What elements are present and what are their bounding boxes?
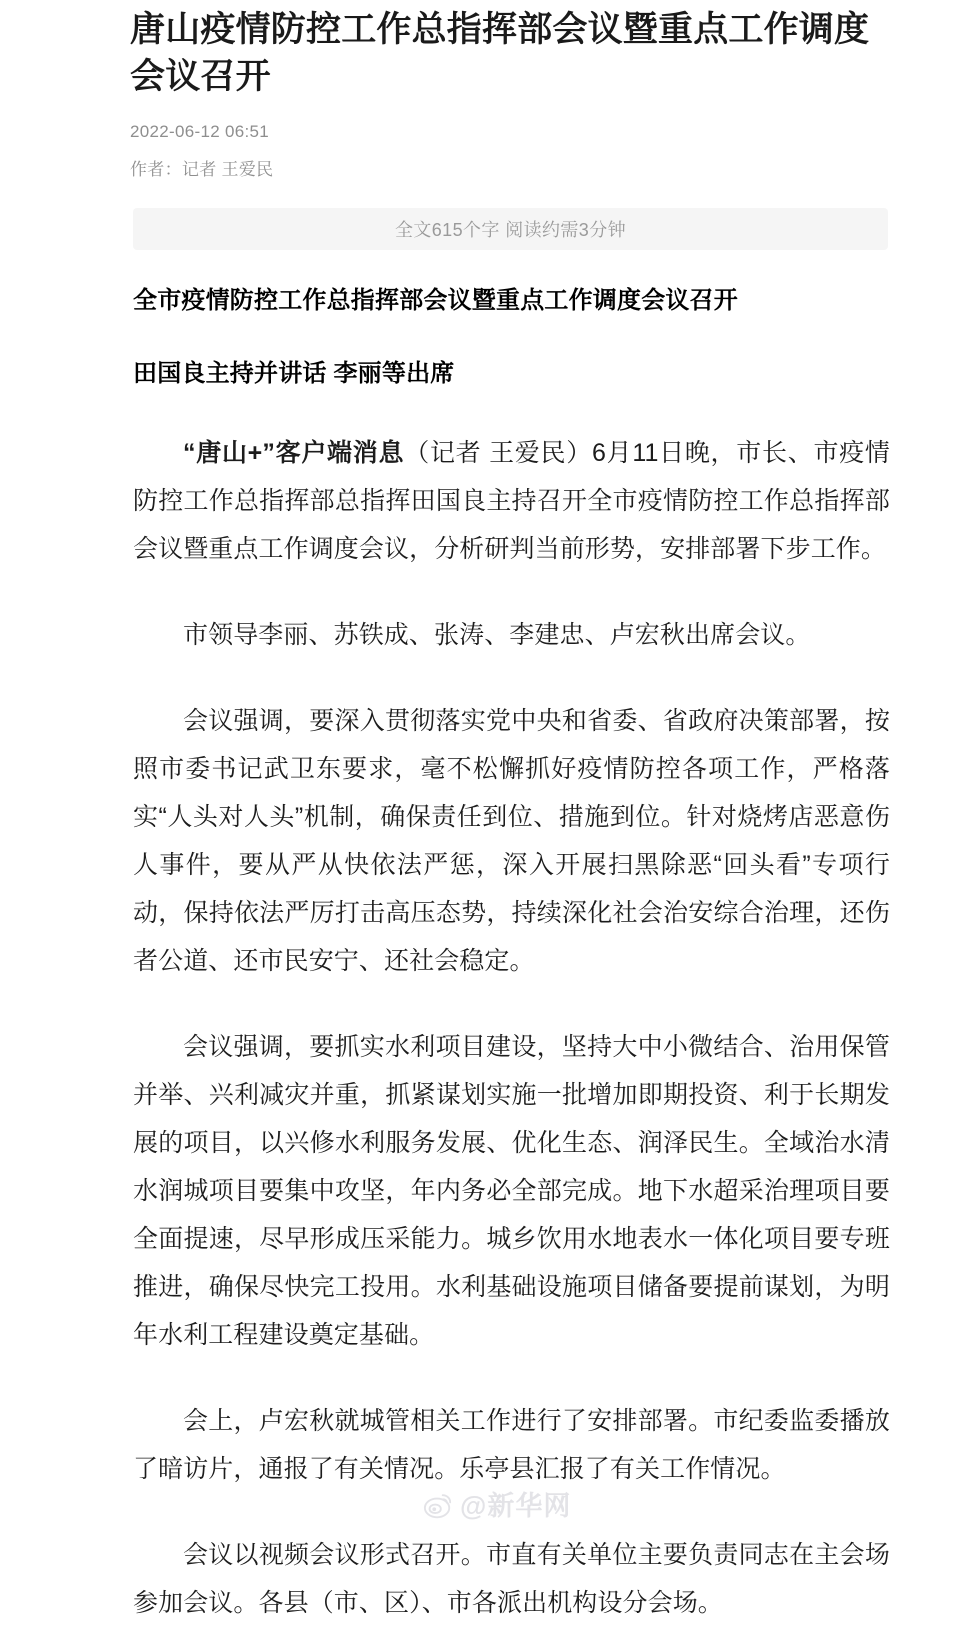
paragraph-text: 会议以视频会议形式召开。市直有关单位主要负责同志在主会场参加会议。各县（市、区）、市各派出机构设分会场。: [133, 1541, 890, 1617]
article-paragraph: [133, 1493, 890, 1627]
page-title: 唐山疫情防控工作总指挥部会议暨重点工作调度会议召开: [130, 10, 870, 96]
article-paragraph: [133, 985, 890, 1359]
paragraph-text: 会上，卢宏秋就城管相关工作进行了安排部署。市纪委监委播放了暗访片，通报了有关情况。乐亭县汇报了有关工作情况。: [133, 1407, 890, 1483]
article-body: [133, 250, 890, 1627]
article-paragraph: [133, 1359, 890, 1493]
publish-timestamp: 2022-06-12 06:51: [130, 122, 270, 141]
article-header: [0, 0, 977, 182]
reading-info-bar: [133, 208, 888, 250]
paragraph-lead: “唐山+”客户端消息: [183, 439, 405, 467]
paragraph-text: （记者 王爱民）6月11日晚，市长、市疫情防控工作总指挥部总指挥田国良主持召开全市疫情防控工作总指挥部会议暨重点工作调度会议，分析研判当前形势，安排部署下步工作。: [133, 439, 891, 563]
paragraph-text: 会议强调，要抓实水利项目建设，坚持大中小微结合、治用保管并举、兴利减灾并重，抓紧谋划实施一批增加即期投资、利于长期发展的项目，以兴修水利服务发展、优化生态、润泽民生。全域治水清水润城项目要集中攻坚，年内务必全部完成。地下水超采治理项目要全面提速，尽早形成压采能力。城乡饮用水地表水一体化项目要专班推进，确保尽快完工投用。水利基础设施项目储备要提前谋划，为明年水利工程建设奠定基础。: [133, 1033, 890, 1349]
reading-info-text: 全文615个字 阅读约需3分钟: [394, 220, 627, 240]
author-byline: 作者：记者 王爱民: [130, 160, 274, 179]
article-subheading-primary: 全市疫情防控工作总指挥部会议暨重点工作调度会议召开: [133, 287, 738, 314]
article-paragraph: [133, 573, 890, 659]
article-subheading-secondary: 田国良主持并讲话 李丽等出席: [133, 360, 455, 387]
paragraph-text: 市领导李丽、苏铁成、张涛、李建忠、卢宏秋出席会议。: [183, 621, 811, 649]
article-paragraph: [133, 391, 890, 573]
paragraph-text: 会议强调，要深入贯彻落实党中央和省委、省政府决策部署，按照市委书记武卫东要求，毫不松懈抓好疫情防控各项工作，严格落实“人头对人头”机制，确保责任到位、措施到位。针对烧烤店恶意伤人事件，要从严从快依法严惩，深入开展扫黑除恶“回头看”专项行动，保持依法严厉打击高压态势，持续深化社会治安综合治理，还伤者公道、还市民安宁、还社会稳定。: [133, 707, 890, 975]
article-paragraph: [133, 659, 890, 985]
watermark-label: @新华网: [460, 1491, 572, 1521]
